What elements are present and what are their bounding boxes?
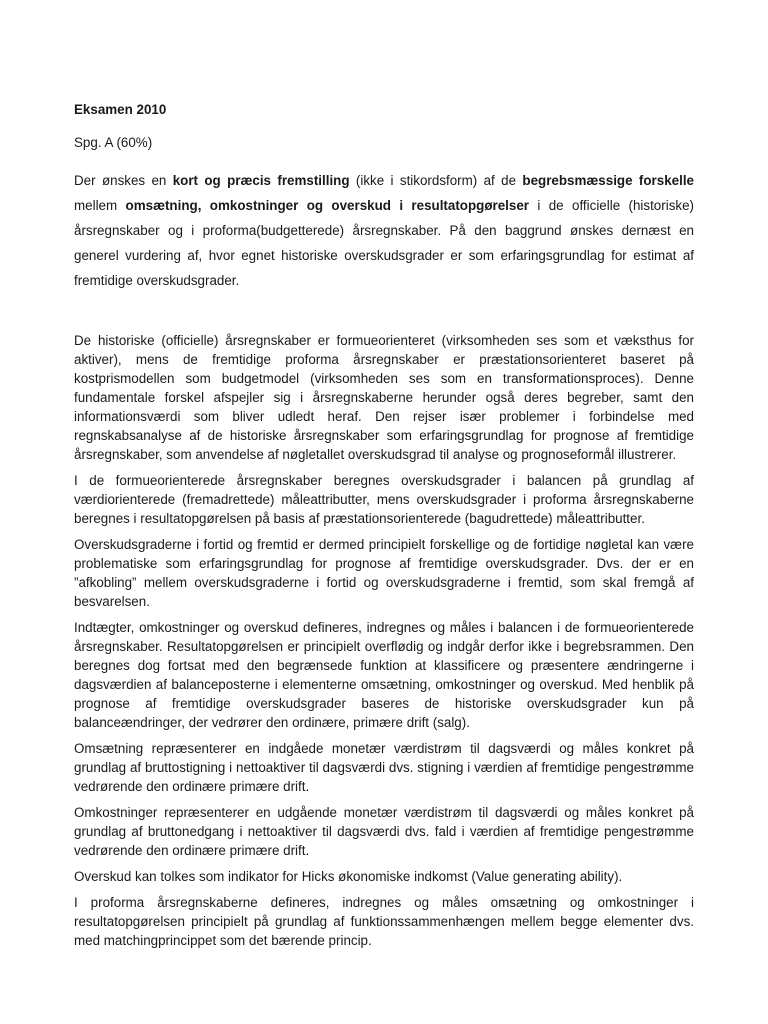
answer-paragraph: Omsætning repræsenterer en indgåede monetær værdistrøm til dagsværdi og måles konkret på grundlag af bruttostigning i nettoaktiver til dagsværdi dvs. stigning i værdien af fremtidige pengestrømme vedrørende den ordinære primære drift. (74, 741, 694, 794)
answer-paragraph: Omkostninger repræsenterer en udgående monetær værdistrøm til dagsværdi og måles konkret på grundlag af bruttonedgang i nettoaktiver til dagsværdi dvs. fald i værdien af fremtidige pengestrømme vedrørende den ordinære primære drift. (74, 805, 694, 858)
spacer (74, 293, 694, 331)
answer-paragraph: Overskudsgraderne i fortid og fremtid er dermed principielt forskellige og de fortidige nøgletal kan være problematiske som erfaringsgrundlag for prognose af fremtidige overskudsgrader. Dvs. der er en ”afkobling” mellem overskudsgraderne i fortid og overskudsgraderne i fremtid, som skal fremgå af besvarelsen. (74, 537, 694, 609)
question-emphasis: kort og præcis fremstilling (172, 173, 350, 188)
answer-paragraph: Overskud kan tolkes som indikator for Hicks økonomiske indkomst (Value generating ability). (74, 869, 623, 884)
question-text (74, 168, 694, 293)
question-emphasis: omsætning, omkostninger og overskud i resultatopgørelser (125, 198, 530, 213)
question-emphasis: begrebsmæssige forskelle (522, 173, 694, 188)
question-text-part: Der ønskes en (74, 173, 173, 188)
answer-paragraph: De historiske (officielle) årsregnskaber er formueorienteret (virksomheden ses som et væksthus for aktiver), mens de fremtidige proforma årsregnskaber er præstationsorienteret baseret på kostprismodellen som budgetmodel (virksomheden ses som en transformationsproces). Denne fundamentale forskel afspejler sig i årsregnskaberne herunder også deres begreber, samt den informationsværdi som bliver udledt heraf. Den rejser især problemer i forbindelse med regnskabsanalyse af de historiske årsregnskaber som erfaringsgrundlag for prognose af fremtidige årsregnskaber, som anvendelse af nøgletallet overskudsgrad til analyse og prognoseformål illustrerer. (74, 333, 694, 462)
question-label: Spg. A (60%) (74, 135, 153, 150)
document-page (74, 100, 694, 957)
answer-paragraph: I de formueorienterede årsregnskaber beregnes overskudsgrader i balancen på grundlag af værdiorienterede (fremadrettede) måleattributter, mens overskudsgrader i proforma årsregnskaberne beregnes i resultatopgørelsen på basis af præstationsorienterede (bagudrettede) måleattributter. (74, 473, 694, 526)
question-text-part: mellem (74, 198, 126, 213)
question-text-part: i de officielle (historiske) årsregnskaber og i proforma(budgetterede) årsregnskaber. På den baggrund ønskes dernæst en generel vurdering af, hvor egnet historiske overskudsgrader er som erfaringsgrundlag for estimat af fremtidige overskudsgrader. (74, 198, 694, 288)
answer-paragraph: I proforma årsregnskaberne defineres, indregnes og måles omsætning og omkostninger i resultatopgørelsen principielt på grundlag af funktionssammenhængen mellem begge elementer dvs. med matchingprincippet som det bærende princip. (74, 895, 694, 948)
answer-paragraph: Indtægter, omkostninger og overskud defineres, indregnes og måles i balancen i de formueorienterede årsregnskaber. Resultatopgørelsen er principielt overflødig og indgår derfor ikke i begrebsrammen. Den beregnes dog fortsat med den begrænsede funktion at klassificere og præsentere ændringerne i dagsværdien af balanceposterne i elementerne omsætning, omkostninger og overskud. Med henblik på prognose af fremtidige overskudsgrader baseres de historiske overskudsgrader kun på balanceændringer, der vedrører den ordinære, primære drift (salg). (74, 620, 694, 730)
document-title: Eksamen 2010 (74, 102, 167, 117)
question-text-part: (ikke i stikordsform) af de (349, 173, 523, 188)
